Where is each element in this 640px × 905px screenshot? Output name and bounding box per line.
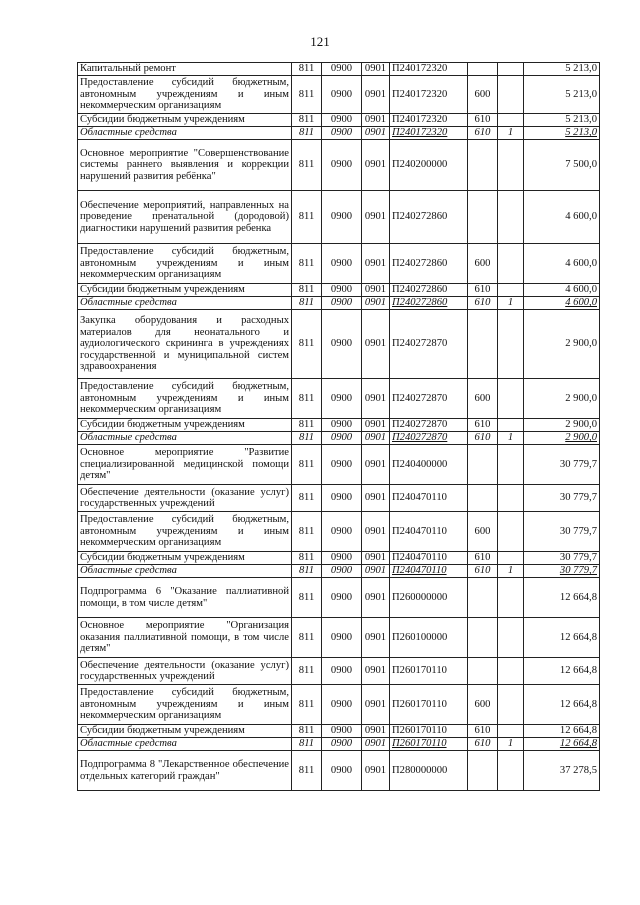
table-row <box>78 618 600 658</box>
funding-source-cell <box>498 512 524 552</box>
expense-name-cell: Субсидии бюджетным учреждениям <box>78 552 292 565</box>
expense-type-cell: 610 <box>468 725 498 738</box>
table-row <box>78 685 600 725</box>
table-row <box>78 76 600 114</box>
subsection-code-cell: 0901 <box>362 297 390 310</box>
target-article-cell: П260100000 <box>390 618 468 658</box>
target-article-cell: П240172320 <box>390 127 468 140</box>
amount-cell: 5 213,0 <box>524 127 600 140</box>
section-code-cell: 0900 <box>322 432 362 445</box>
amount-cell: 30 779,7 <box>524 552 600 565</box>
table-row <box>78 552 600 565</box>
section-code-cell: 0900 <box>322 191 362 244</box>
funding-source-cell <box>498 419 524 432</box>
target-article-cell: П240470110 <box>390 485 468 512</box>
expense-type-cell <box>468 310 498 379</box>
target-article-cell: П260170110 <box>390 725 468 738</box>
amount-cell: 12 664,8 <box>524 725 600 738</box>
expense-type-cell: 610 <box>468 738 498 751</box>
expense-type-cell: 610 <box>468 552 498 565</box>
section-code-cell: 0900 <box>322 379 362 419</box>
funding-source-cell <box>498 751 524 791</box>
section-code-cell: 0900 <box>322 512 362 552</box>
section-code-cell: 0900 <box>322 63 362 76</box>
funding-source-cell <box>498 685 524 725</box>
section-code-cell: 0900 <box>322 297 362 310</box>
table-row <box>78 63 600 76</box>
expense-type-cell <box>468 191 498 244</box>
target-article-cell: П240272870 <box>390 379 468 419</box>
subsection-code-cell: 0901 <box>362 310 390 379</box>
expense-name-cell: Субсидии бюджетным учреждениям <box>78 419 292 432</box>
expense-type-cell: 600 <box>468 76 498 114</box>
funding-source-cell <box>498 658 524 685</box>
subsection-code-cell: 0901 <box>362 738 390 751</box>
section-code-cell: 0900 <box>322 738 362 751</box>
amount-cell: 5 213,0 <box>524 114 600 127</box>
expense-type-cell: 610 <box>468 284 498 297</box>
amount-cell: 4 600,0 <box>524 191 600 244</box>
section-code-cell: 0900 <box>322 76 362 114</box>
regional-funds-row <box>78 297 600 310</box>
target-article-cell: П240172320 <box>390 114 468 127</box>
page-number: 121 <box>310 34 330 49</box>
section-code-cell: 0900 <box>322 445 362 485</box>
ministry-code-cell: 811 <box>292 552 322 565</box>
table-row <box>78 379 600 419</box>
expense-name-cell: Областные средства <box>78 738 292 751</box>
funding-source-cell <box>498 310 524 379</box>
funding-source-cell <box>498 284 524 297</box>
expense-type-cell <box>468 63 498 76</box>
subsection-code-cell: 0901 <box>362 379 390 419</box>
expense-type-cell: 610 <box>468 114 498 127</box>
expense-type-cell <box>468 578 498 618</box>
amount-cell: 2 900,0 <box>524 310 600 379</box>
ministry-code-cell: 811 <box>292 297 322 310</box>
table-row <box>78 140 600 191</box>
table-row <box>78 725 600 738</box>
target-article-cell: П240272870 <box>390 419 468 432</box>
subsection-code-cell: 0901 <box>362 284 390 297</box>
expense-name-cell: Предоставление субсидий бюджетным, автономным учреждениям и иным некоммерческим организациям <box>78 244 292 284</box>
section-code-cell: 0900 <box>322 565 362 578</box>
expense-name-cell: Подпрограмма 6 "Оказание паллиативной помощи, в том числе детям" <box>78 578 292 618</box>
section-code-cell: 0900 <box>322 127 362 140</box>
expense-type-cell: 610 <box>468 565 498 578</box>
regional-funds-row <box>78 738 600 751</box>
table-row <box>78 751 600 791</box>
section-code-cell: 0900 <box>322 751 362 791</box>
ministry-code-cell: 811 <box>292 618 322 658</box>
budget-table-body <box>78 63 600 791</box>
amount-cell: 4 600,0 <box>524 297 600 310</box>
ministry-code-cell: 811 <box>292 63 322 76</box>
section-code-cell: 0900 <box>322 618 362 658</box>
target-article-cell: П240172320 <box>390 63 468 76</box>
funding-source-cell <box>498 191 524 244</box>
section-code-cell: 0900 <box>322 485 362 512</box>
table-row <box>78 284 600 297</box>
amount-cell: 2 900,0 <box>524 419 600 432</box>
table-row <box>78 485 600 512</box>
subsection-code-cell: 0901 <box>362 512 390 552</box>
subsection-code-cell: 0901 <box>362 445 390 485</box>
expense-type-cell: 600 <box>468 379 498 419</box>
expense-type-cell: 600 <box>468 244 498 284</box>
amount-cell: 2 900,0 <box>524 379 600 419</box>
table-row <box>78 114 600 127</box>
table-row <box>78 578 600 618</box>
subsection-code-cell: 0901 <box>362 127 390 140</box>
expense-name-cell: Субсидии бюджетным учреждениям <box>78 284 292 297</box>
target-article-cell: П240272860 <box>390 244 468 284</box>
ministry-code-cell: 811 <box>292 76 322 114</box>
table-row <box>78 445 600 485</box>
funding-source-cell <box>498 76 524 114</box>
expense-type-cell: 610 <box>468 297 498 310</box>
ministry-code-cell: 811 <box>292 127 322 140</box>
budget-table <box>77 62 600 791</box>
funding-source-cell <box>498 618 524 658</box>
amount-cell: 30 779,7 <box>524 445 600 485</box>
target-article-cell: П240272870 <box>390 432 468 445</box>
target-article-cell: П260000000 <box>390 578 468 618</box>
target-article-cell: П260170110 <box>390 685 468 725</box>
funding-source-cell <box>498 379 524 419</box>
target-article-cell: П240272860 <box>390 191 468 244</box>
table-row <box>78 191 600 244</box>
table-row <box>78 512 600 552</box>
subsection-code-cell: 0901 <box>362 140 390 191</box>
ministry-code-cell: 811 <box>292 445 322 485</box>
ministry-code-cell: 811 <box>292 565 322 578</box>
subsection-code-cell: 0901 <box>362 76 390 114</box>
expense-name-cell: Предоставление субсидий бюджетным, автономным учреждениям и иным некоммерческим организациям <box>78 685 292 725</box>
funding-source-cell <box>498 63 524 76</box>
funding-source-cell <box>498 725 524 738</box>
expense-name-cell: Капитальный ремонт <box>78 63 292 76</box>
ministry-code-cell: 811 <box>292 140 322 191</box>
target-article-cell: П280000000 <box>390 751 468 791</box>
funding-source-cell <box>498 244 524 284</box>
table-row <box>78 310 600 379</box>
funding-source-cell <box>498 485 524 512</box>
section-code-cell: 0900 <box>322 284 362 297</box>
expense-name-cell: Предоставление субсидий бюджетным, автономным учреждениям и иным некоммерческим организациям <box>78 76 292 114</box>
funding-source-cell: 1 <box>498 297 524 310</box>
target-article-cell: П240470110 <box>390 565 468 578</box>
expense-type-cell <box>468 485 498 512</box>
subsection-code-cell: 0901 <box>362 432 390 445</box>
target-article-cell: П240400000 <box>390 445 468 485</box>
regional-funds-row <box>78 432 600 445</box>
ministry-code-cell: 811 <box>292 751 322 791</box>
amount-cell: 12 664,8 <box>524 578 600 618</box>
ministry-code-cell: 811 <box>292 485 322 512</box>
ministry-code-cell: 811 <box>292 685 322 725</box>
expense-type-cell: 610 <box>468 127 498 140</box>
expense-name-cell: Обеспечение деятельности (оказание услуг) государственных учреждений <box>78 485 292 512</box>
section-code-cell: 0900 <box>322 140 362 191</box>
expense-type-cell: 610 <box>468 432 498 445</box>
expense-type-cell <box>468 658 498 685</box>
expense-name-cell: Основное мероприятие "Организация оказания паллиативной помощи, в том числе детям" <box>78 618 292 658</box>
expense-name-cell: Субсидии бюджетным учреждениям <box>78 725 292 738</box>
subsection-code-cell: 0901 <box>362 658 390 685</box>
amount-cell: 12 664,8 <box>524 658 600 685</box>
subsection-code-cell: 0901 <box>362 685 390 725</box>
target-article-cell: П240172320 <box>390 76 468 114</box>
section-code-cell: 0900 <box>322 725 362 738</box>
funding-source-cell <box>498 445 524 485</box>
target-article-cell: П240470110 <box>390 512 468 552</box>
expense-type-cell <box>468 140 498 191</box>
regional-funds-row <box>78 565 600 578</box>
amount-cell: 5 213,0 <box>524 63 600 76</box>
amount-cell: 4 600,0 <box>524 244 600 284</box>
ministry-code-cell: 811 <box>292 725 322 738</box>
funding-source-cell: 1 <box>498 738 524 751</box>
subsection-code-cell: 0901 <box>362 419 390 432</box>
expense-type-cell: 600 <box>468 685 498 725</box>
funding-source-cell: 1 <box>498 127 524 140</box>
expense-name-cell: Обеспечение мероприятий, направленных на проведение пренатальной (дородовой) диагностики нарушений развития ребенка <box>78 191 292 244</box>
ministry-code-cell: 811 <box>292 658 322 685</box>
ministry-code-cell: 811 <box>292 738 322 751</box>
expense-name-cell: Обеспечение деятельности (оказание услуг) государственных учреждений <box>78 658 292 685</box>
section-code-cell: 0900 <box>322 552 362 565</box>
funding-source-cell: 1 <box>498 432 524 445</box>
table-row <box>78 244 600 284</box>
expense-type-cell: 600 <box>468 512 498 552</box>
funding-source-cell <box>498 114 524 127</box>
expense-type-cell <box>468 618 498 658</box>
amount-cell: 12 664,8 <box>524 685 600 725</box>
expense-name-cell: Подпрограмма 8 "Лекарственное обеспечение отдельных категорий граждан" <box>78 751 292 791</box>
subsection-code-cell: 0901 <box>362 485 390 512</box>
ministry-code-cell: 811 <box>292 419 322 432</box>
subsection-code-cell: 0901 <box>362 725 390 738</box>
amount-cell: 30 779,7 <box>524 512 600 552</box>
subsection-code-cell: 0901 <box>362 751 390 791</box>
subsection-code-cell: 0901 <box>362 191 390 244</box>
amount-cell: 30 779,7 <box>524 565 600 578</box>
section-code-cell: 0900 <box>322 658 362 685</box>
ministry-code-cell: 811 <box>292 191 322 244</box>
subsection-code-cell: 0901 <box>362 114 390 127</box>
expense-name-cell: Основное мероприятие "Совершенствование системы раннего выявления и коррекции нарушений развития ребёнка" <box>78 140 292 191</box>
ministry-code-cell: 811 <box>292 379 322 419</box>
amount-cell: 12 664,8 <box>524 618 600 658</box>
target-article-cell: П240272860 <box>390 284 468 297</box>
ministry-code-cell: 811 <box>292 244 322 284</box>
expense-name-cell: Областные средства <box>78 565 292 578</box>
ministry-code-cell: 811 <box>292 512 322 552</box>
subsection-code-cell: 0901 <box>362 63 390 76</box>
expense-name-cell: Областные средства <box>78 297 292 310</box>
amount-cell: 37 278,5 <box>524 751 600 791</box>
target-article-cell: П240272860 <box>390 297 468 310</box>
expense-type-cell: 610 <box>468 419 498 432</box>
ministry-code-cell: 811 <box>292 284 322 297</box>
subsection-code-cell: 0901 <box>362 552 390 565</box>
target-article-cell: П240470110 <box>390 552 468 565</box>
expense-type-cell <box>468 751 498 791</box>
subsection-code-cell: 0901 <box>362 565 390 578</box>
target-article-cell: П240200000 <box>390 140 468 191</box>
expense-type-cell <box>468 445 498 485</box>
regional-funds-row <box>78 127 600 140</box>
funding-source-cell <box>498 552 524 565</box>
amount-cell: 4 600,0 <box>524 284 600 297</box>
expense-name-cell: Субсидии бюджетным учреждениям <box>78 114 292 127</box>
ministry-code-cell: 811 <box>292 114 322 127</box>
subsection-code-cell: 0901 <box>362 578 390 618</box>
target-article-cell: П260170110 <box>390 738 468 751</box>
subsection-code-cell: 0901 <box>362 618 390 658</box>
expense-name-cell: Областные средства <box>78 127 292 140</box>
ministry-code-cell: 811 <box>292 310 322 379</box>
funding-source-cell: 1 <box>498 565 524 578</box>
expense-name-cell: Основное мероприятие "Развитие специализированной медицинской помощи детям" <box>78 445 292 485</box>
amount-cell: 5 213,0 <box>524 76 600 114</box>
expense-name-cell: Закупка оборудования и расходных материалов для неонатального и аудиологического скрининга в учреждениях государственной и муниципальной систем здравоохранения <box>78 310 292 379</box>
target-article-cell: П260170110 <box>390 658 468 685</box>
table-row <box>78 658 600 685</box>
section-code-cell: 0900 <box>322 310 362 379</box>
section-code-cell: 0900 <box>322 114 362 127</box>
funding-source-cell <box>498 578 524 618</box>
table-row <box>78 419 600 432</box>
section-code-cell: 0900 <box>322 685 362 725</box>
amount-cell: 30 779,7 <box>524 485 600 512</box>
section-code-cell: 0900 <box>322 244 362 284</box>
expense-name-cell: Предоставление субсидий бюджетным, автономным учреждениям и иным некоммерческим организациям <box>78 512 292 552</box>
funding-source-cell <box>498 140 524 191</box>
amount-cell: 7 500,0 <box>524 140 600 191</box>
expense-name-cell: Предоставление субсидий бюджетным, автономным учреждениям и иным некоммерческим организациям <box>78 379 292 419</box>
ministry-code-cell: 811 <box>292 578 322 618</box>
expense-name-cell: Областные средства <box>78 432 292 445</box>
ministry-code-cell: 811 <box>292 432 322 445</box>
section-code-cell: 0900 <box>322 578 362 618</box>
amount-cell: 12 664,8 <box>524 738 600 751</box>
subsection-code-cell: 0901 <box>362 244 390 284</box>
target-article-cell: П240272870 <box>390 310 468 379</box>
amount-cell: 2 900,0 <box>524 432 600 445</box>
section-code-cell: 0900 <box>322 419 362 432</box>
